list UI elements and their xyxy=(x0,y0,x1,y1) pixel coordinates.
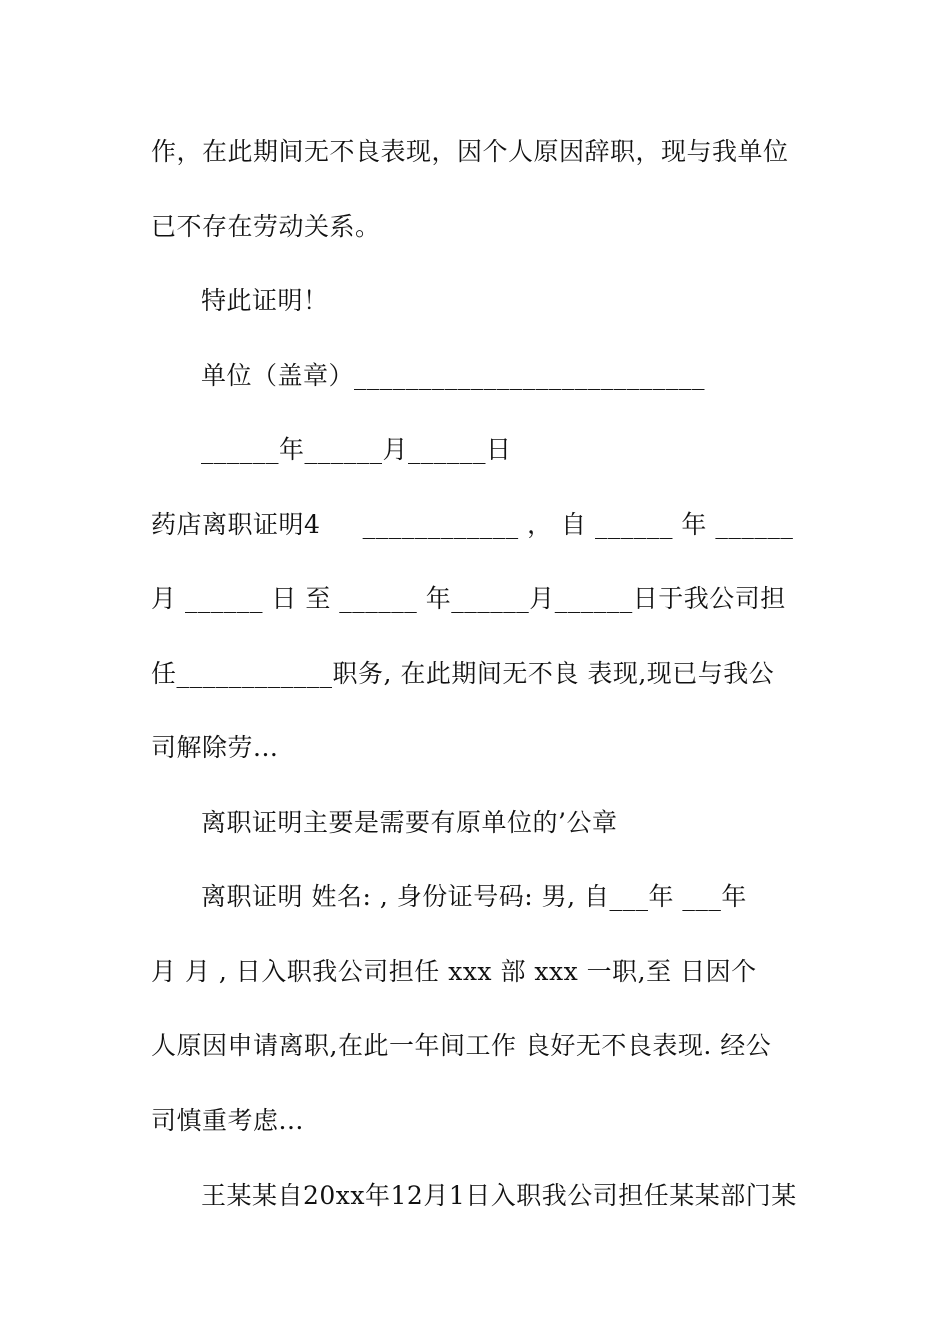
text-line: ______年______月______日 xyxy=(201,435,512,464)
text-line: 离职证明 姓名: , 身份证号码: 男, 自___年 ___年 xyxy=(201,882,747,911)
text-line: 任____________职务, 在此期间无不良 表现,现已与我公 xyxy=(151,659,775,688)
text-line: 人原因申请离职,在此一年间工作 良好无不良表现. 经公 xyxy=(151,1031,772,1060)
text-line: 月 ______ 日 至 ______ 年______月______日于我公司担 xyxy=(151,584,786,613)
text-line: 药店离职证明4 ____________ ， 自 ______ 年 ______ xyxy=(151,510,794,539)
text-line: 司慎重考虑... xyxy=(151,1106,304,1135)
text-line: 单位（盖章）___________________________ xyxy=(201,361,706,390)
text-line: 已不存在劳动关系。 xyxy=(151,212,381,241)
text-line: 王某某自20xx年12月1日入职我公司担任某某部门某 xyxy=(201,1181,797,1210)
text-line: 司解除劳... xyxy=(151,733,279,762)
text-line: 离职证明主要是需要有原单位的’公章 xyxy=(201,808,618,837)
text-line: 特此证明！ xyxy=(201,286,329,315)
text-line: 作，在此期间无不良表现，因个人原因辞职，现与我单位 xyxy=(151,137,789,166)
text-line: 月 月 , 日入职我公司担任 xxx 部 xxx 一职,至 日因个 xyxy=(151,957,757,986)
